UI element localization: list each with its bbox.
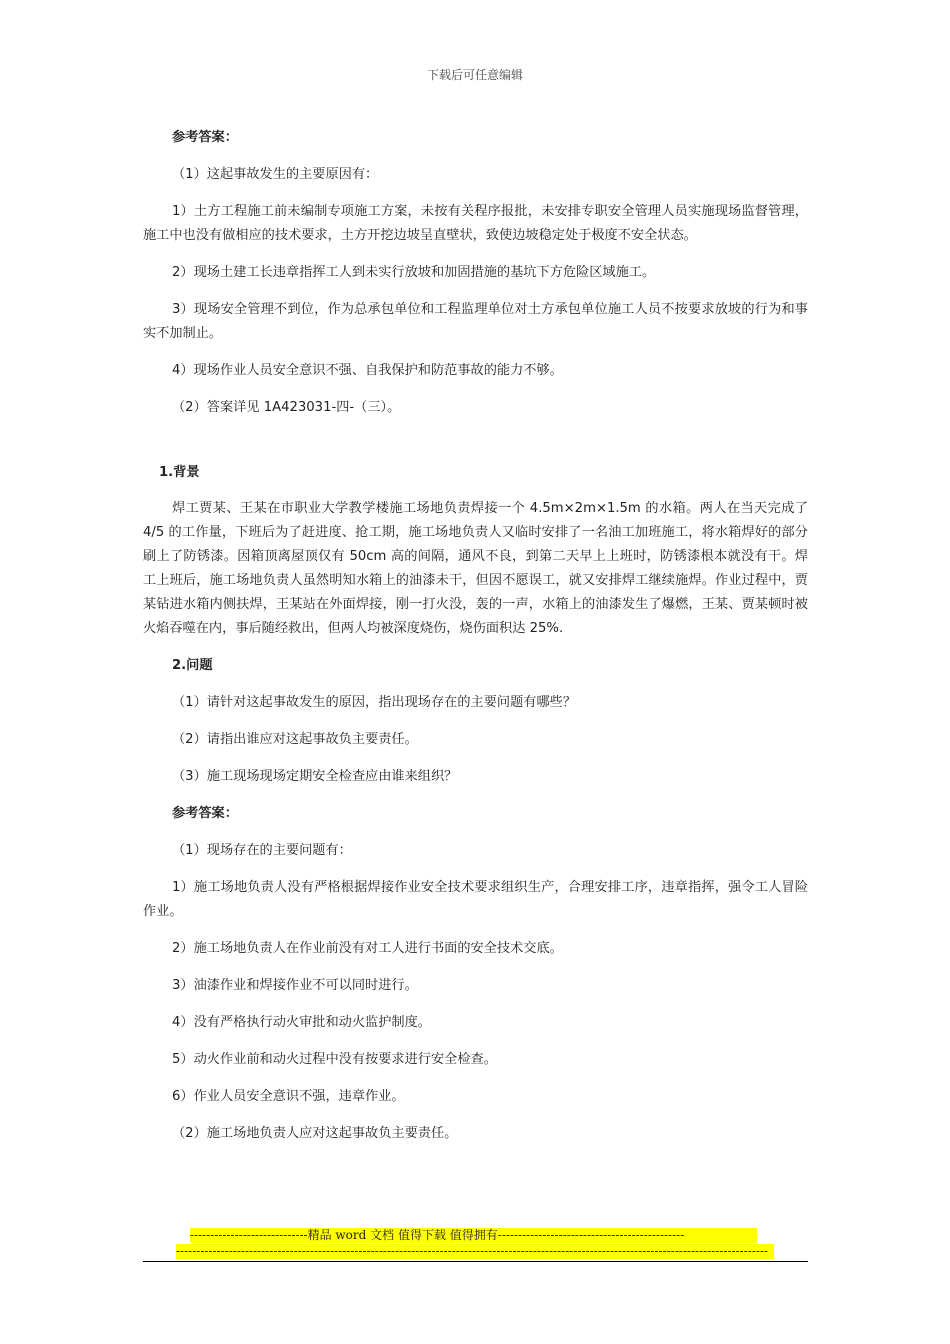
answer-1-item-3: 3）现场安全管理不到位，作为总承包单位和工程监理单位对土方承包单位施工人员不按要求放坡的行为和事实不加制止。: [143, 302, 808, 341]
answer-2-item-5: 5）动火作业前和动火过程中没有按要求进行安全检查。: [172, 1052, 497, 1067]
background-text: 焊工贾某、王某在市职业大学教学楼施工场地负责焊接一个 4.5m×2m×1.5m 的水箱。两人在当天完成了 4/5 的工作量，下班后为了赶进度、抢工期，施工场地负责人又临时安排了一名油工加班施工，将水箱焊好的部分刷上了防锈漆。因箱顶离屋顶仅有 50cm 高的间隔，通风不良，到第二天早上上班时，防锈漆根本就没有干。焊工上班后，施工场地负责人虽然明知水箱上的油漆未干，但因不愿误工，就又安排焊工继续施焊。作业过程中，贾某钻进水箱内侧扶焊，王某站在外面焊接，刚一打火没，轰的一声，水箱上的油漆发生了爆燃，王某、贾某顿时被火焰吞噬在内，事后随经救出，但两人均被深度烧伤，烧伤面积达 25%.: [143, 501, 808, 636]
answer-title-2: 参考答案：: [172, 806, 238, 821]
answer-2-item-1: 1）施工场地负责人没有严格根据焊接作业安全技术要求组织生产，合理安排工序，违章指挥，强令工人冒险作业。: [143, 880, 808, 919]
answer-1-item-5: （2）答案详见 1A423031-四-（三）。: [172, 400, 401, 415]
question-item-2: （3）施工现场现场定期安全检查应由谁来组织？: [172, 769, 458, 784]
page-footer: [143, 1228, 808, 1262]
answer-2-item-6: 6）作业人员安全意识不强，违章作业。: [172, 1089, 405, 1104]
answer-2-item-0: （1）现场存在的主要问题有：: [172, 843, 352, 858]
footer-divider: [143, 1261, 808, 1262]
answer-1-item-1: 1）土方工程施工前未编制专项施工方案，未按有关程序报批，未安排专职安全管理人员实施现场监督管理，施工中也没有做相应的技术要求，土方开挖边坡呈直壁状，致使边坡稳定处于极度不安全状态。: [143, 204, 808, 243]
answer-1-item-4: 4）现场作业人员安全意识不强、自我保护和防范事故的能力不够。: [172, 363, 563, 378]
page-header: 下载后可任意编辑: [426, 68, 523, 82]
answer-1-item-2: 2）现场土建工长违章指挥工人到未实行放坡和加固措施的基坑下方危险区域施工。: [172, 265, 656, 280]
footer-highlight-line-1: -----------------------------精品 word 文档 值得下载 值得拥有----------------------------------------------: [190, 1228, 757, 1243]
answer-2-item-4: 4）没有严格执行动火审批和动火监护制度。: [172, 1015, 431, 1030]
answer-1-item-0: （1）这起事故发生的主要原因有：: [172, 167, 379, 182]
answer-2-item-2: 2）施工场地负责人在作业前没有对工人进行书面的安全技术交底。: [172, 941, 563, 956]
question-item-1: （2）请指出谁应对这起事故负主要责任。: [172, 732, 418, 747]
answer-2-item-7: （2）施工场地负责人应对这起事故负主要责任。: [172, 1126, 458, 1141]
footer-highlight-line-2: --------------------------------------------------------------------------------------------------------------------------------------------------: [176, 1244, 774, 1259]
answer-title-1: 参考答案：: [172, 130, 238, 145]
questions-heading: 2.问题: [172, 658, 213, 673]
document-body: [143, 126, 808, 1159]
answer-2-item-3: 3）油漆作业和焊接作业不可以同时进行。: [172, 978, 418, 993]
question-item-0: （1）请针对这起事故发生的原因，指出现场存在的主要问题有哪些？: [172, 695, 577, 710]
background-heading: 1.背景: [159, 465, 200, 480]
